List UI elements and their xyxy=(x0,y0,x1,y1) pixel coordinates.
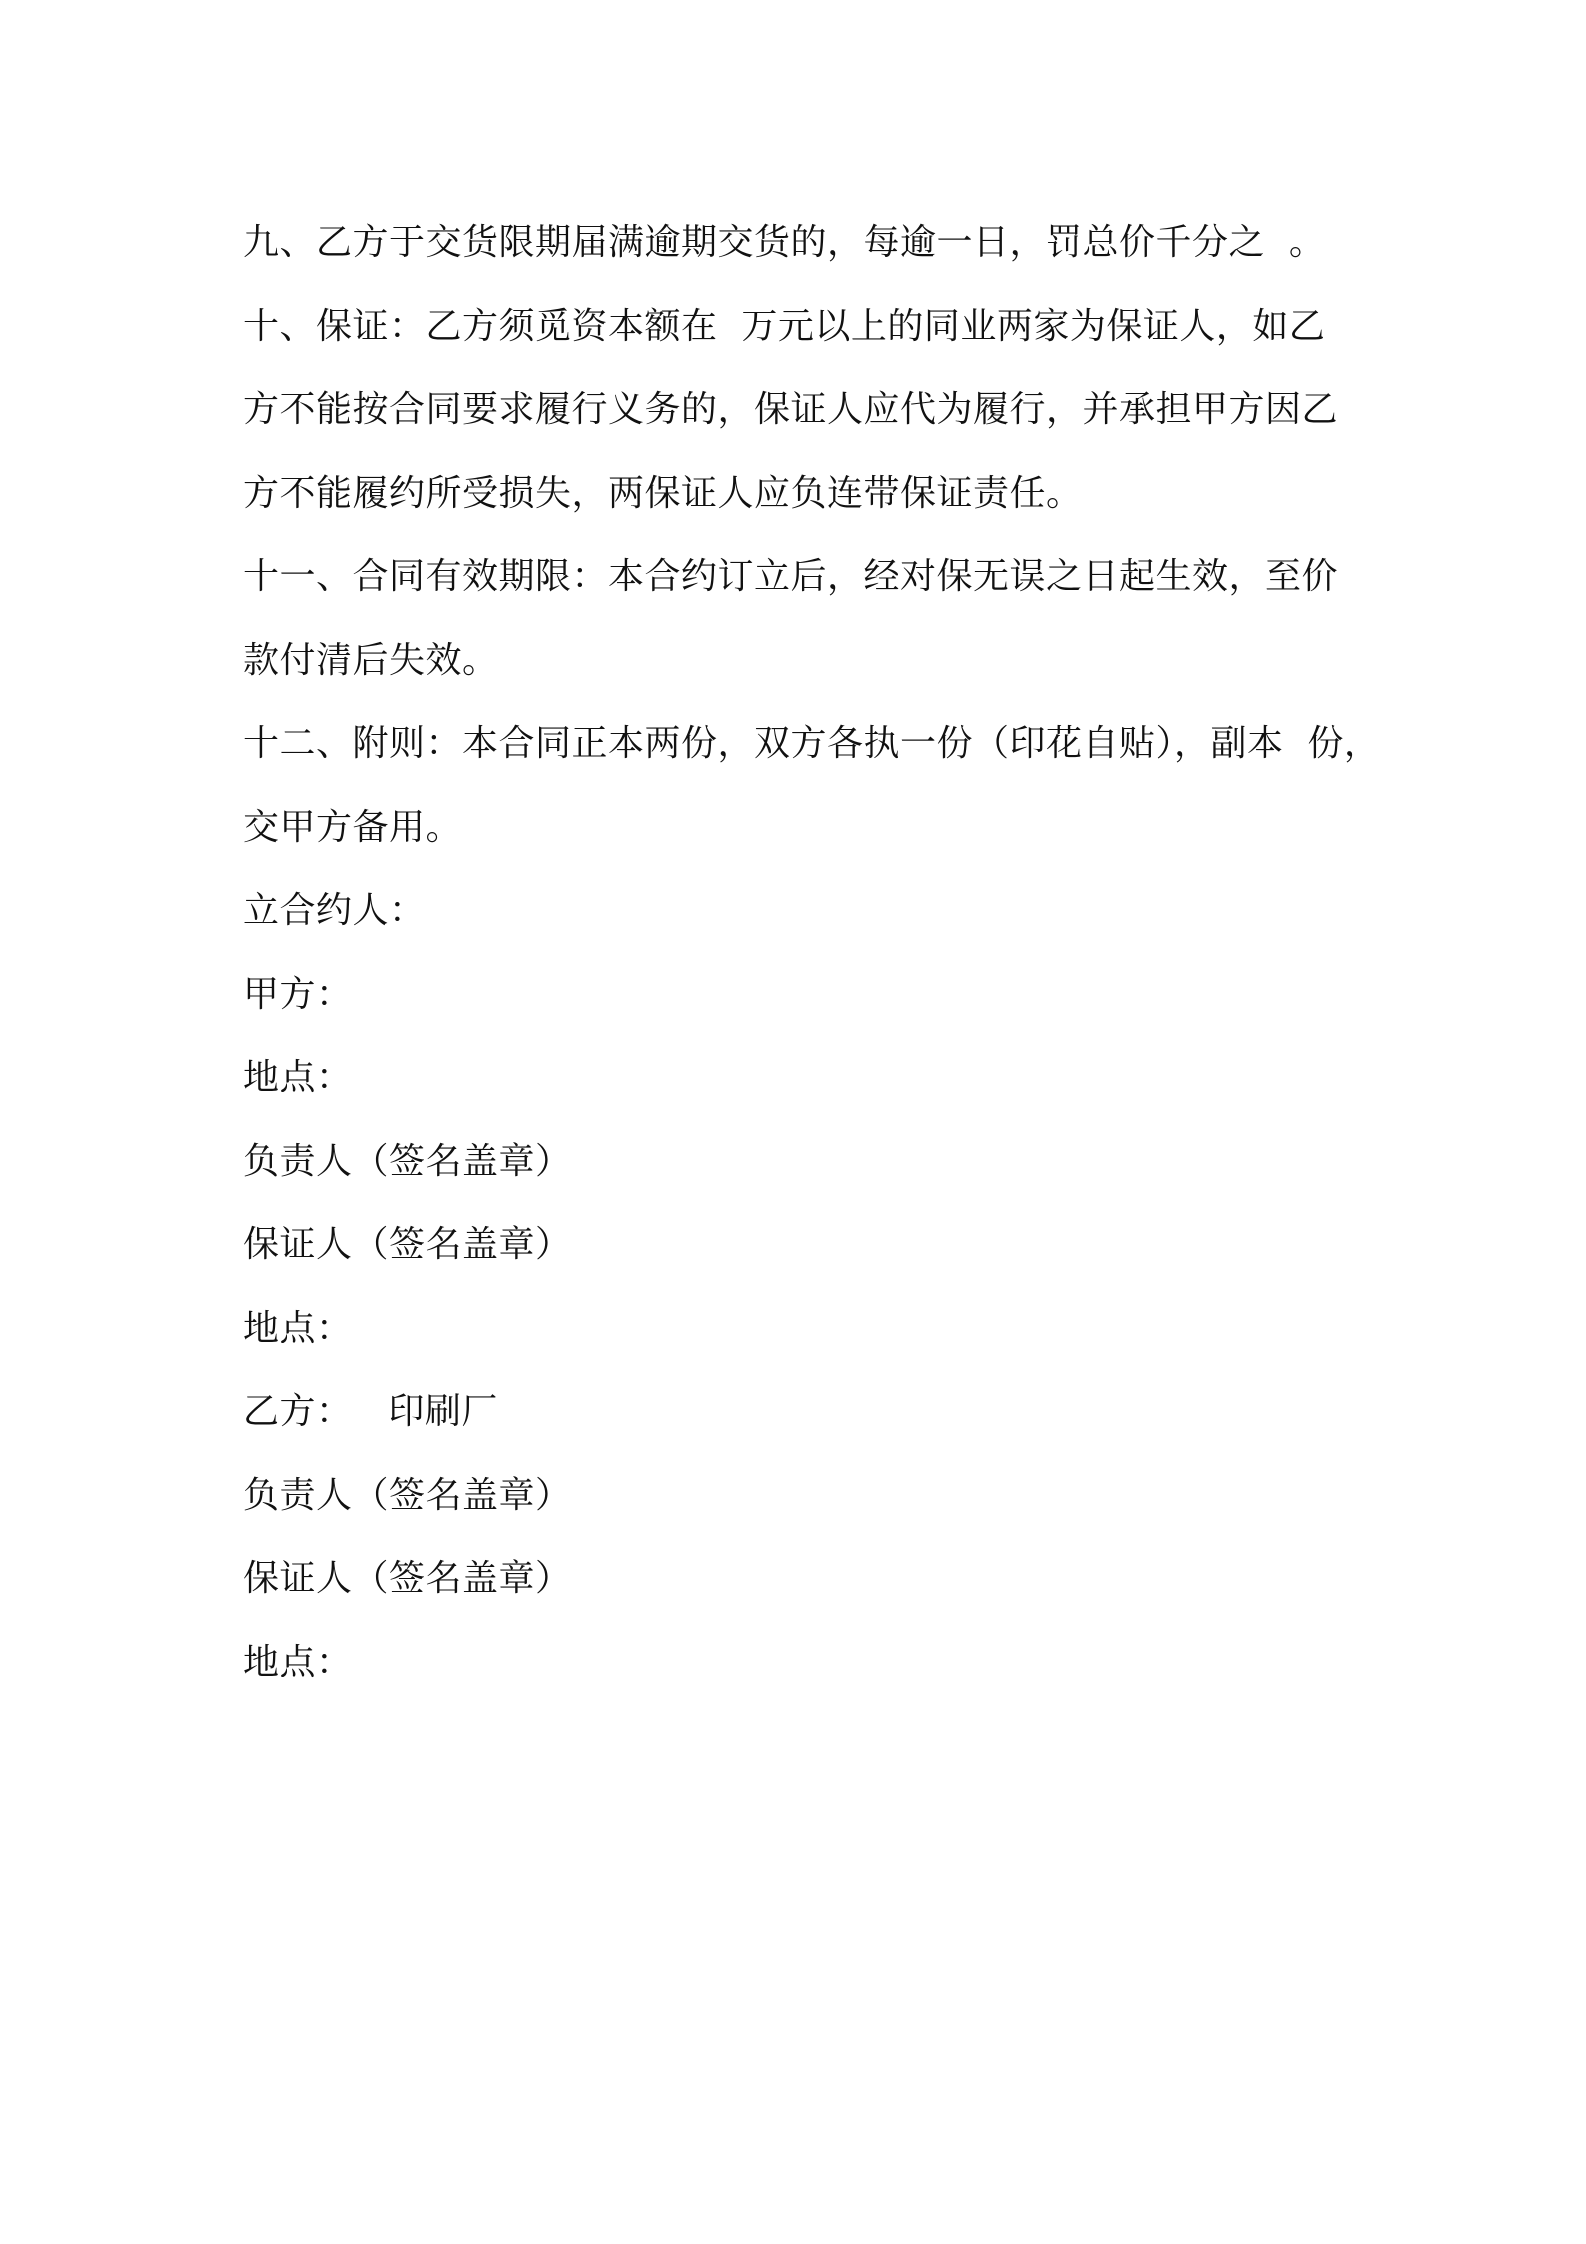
clause-9-line-1: 九、乙方于交货限期届满逾期交货的，每逾一日，罚总价千分之 。 xyxy=(243,222,1326,263)
party-b-address-label: 地点： xyxy=(243,1641,353,1683)
party-a-label: 甲方： xyxy=(243,973,353,1015)
party-b-guarantor-signature: 保证人（签名盖章） xyxy=(243,1558,572,1599)
party-a-guarantor-signature: 保证人（签名盖章） xyxy=(243,1224,572,1265)
clause-11-line-1: 十一、合同有效期限：本合约订立后，经对保无误之日起生效，至价 xyxy=(243,556,1339,597)
clause-10-line-3: 方不能履约所受损失，两保证人应负连带保证责任。 xyxy=(243,472,1083,514)
party-b-responsible-signature: 负责人（签名盖章） xyxy=(243,1474,572,1516)
party-a-responsible-signature: 负责人（签名盖章） xyxy=(243,1140,572,1182)
clause-10-line-2: 方不能按合同要求履行义务的，保证人应代为履行，并承担甲方因乙 xyxy=(243,389,1339,430)
clause-10-line-1: 十、保证：乙方须觅资本额在 万元以上的同业两家为保证人，如乙 xyxy=(243,305,1326,347)
party-a-guarantor-address-label: 地点： xyxy=(243,1307,353,1349)
clause-11-line-2: 款付清后失效。 xyxy=(243,639,499,681)
contract-body xyxy=(243,201,1381,1704)
clause-12-line-1: 十二、附则：本合同正本两份，双方各执一份（印花自贴），副本 份， xyxy=(243,723,1381,764)
parties-heading: 立合约人： xyxy=(243,890,426,931)
clause-12-line-2: 交甲方备用。 xyxy=(243,806,463,848)
party-a-address-label: 地点： xyxy=(243,1057,353,1098)
party-b-label: 乙方： 印刷厂 xyxy=(243,1391,498,1432)
